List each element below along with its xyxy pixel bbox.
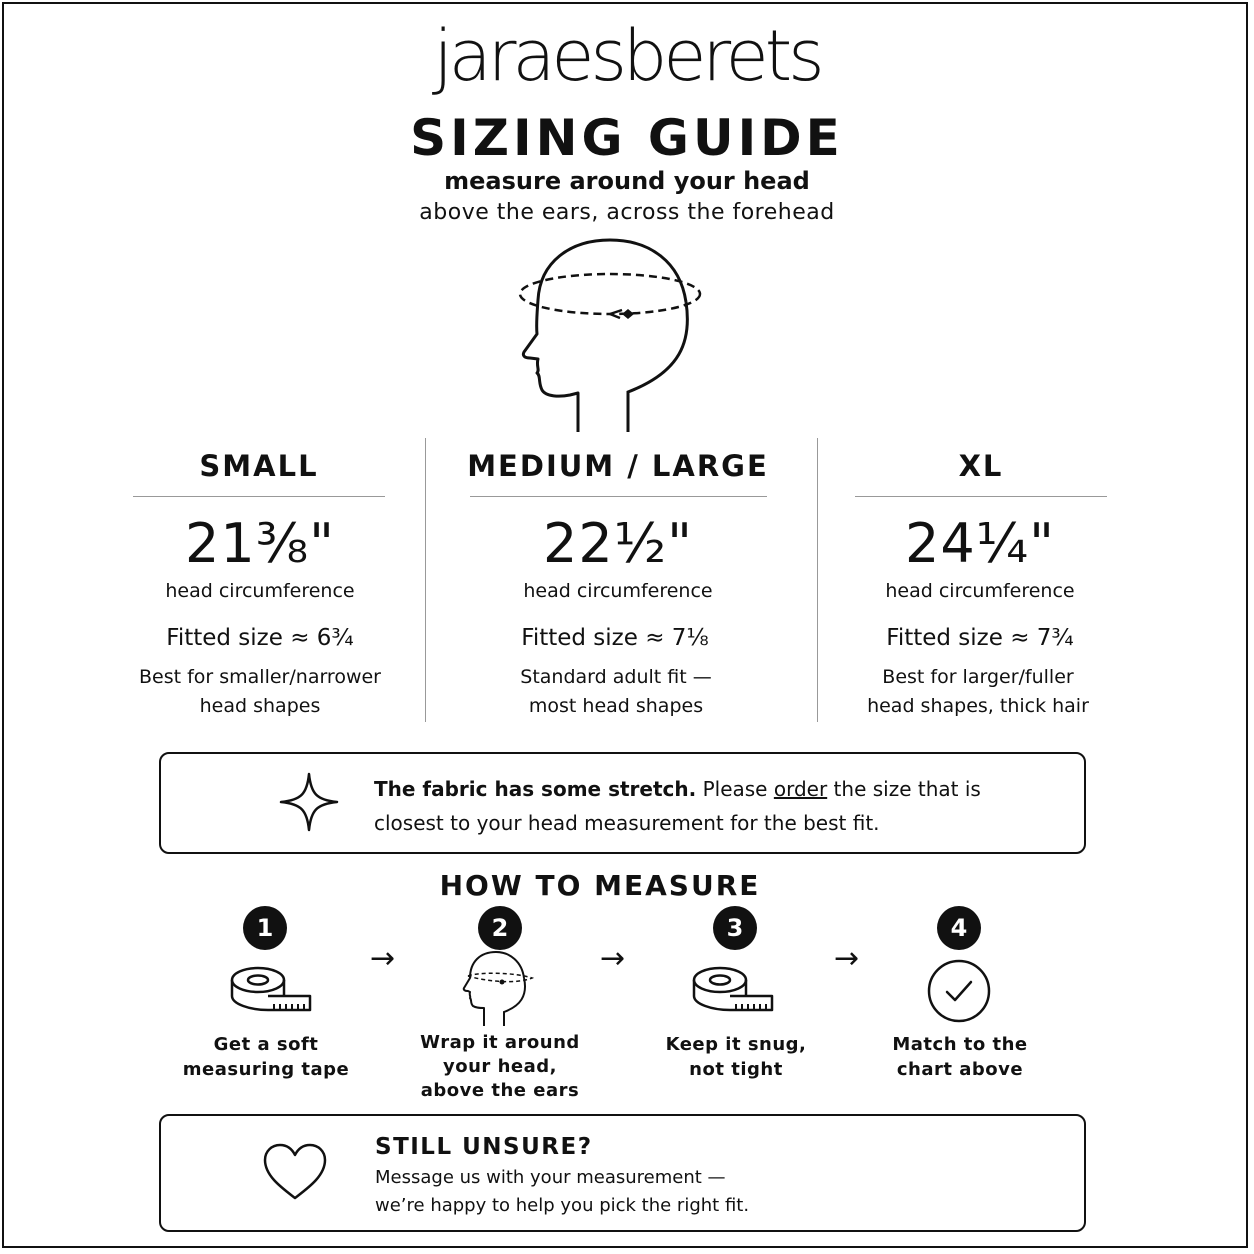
step-number-4: 4 (937, 906, 981, 950)
size-desc-xl-2: head shapes, thick hair (867, 695, 1089, 717)
measuring-tape-icon (228, 962, 314, 1012)
size-name-medium-large: MEDIUM / LARGE (467, 449, 769, 483)
sparkle-icon (279, 772, 339, 832)
size-desc-small-2: head shapes (199, 695, 321, 717)
size-divider-small (133, 496, 385, 497)
heart-icon (262, 1142, 328, 1202)
still-unsure-title: STILL UNSURE? (375, 1134, 593, 1160)
head-measure-icon (510, 232, 710, 432)
stretch-note-line2: closest to your head measurement for the best fit. (374, 811, 880, 835)
size-name-xl: XL (958, 449, 1004, 483)
step-number-1: 1 (243, 906, 287, 950)
page-title: SIZING GUIDE (410, 109, 844, 167)
measuring-tape-icon (690, 962, 776, 1012)
circumference-label-xl: head circumference (885, 580, 1075, 602)
circumference-label-medium-large: head circumference (523, 580, 713, 602)
step-label-2-line1: Wrap it around (420, 1032, 580, 1053)
column-divider (817, 438, 818, 722)
stretch-note-post-link: the size that is (827, 777, 981, 801)
size-name-small: SMALL (199, 449, 319, 483)
circumference-medium-large: 22½" (543, 512, 693, 575)
circumference-xl: 24¼" (905, 512, 1055, 575)
check-circle-icon (926, 958, 992, 1024)
size-desc-small-1: Best for smaller/narrower (138, 666, 381, 688)
step-label-2-line2: your head, (443, 1056, 557, 1077)
size-desc-medium-large-2: most head shapes (528, 695, 704, 717)
order-link[interactable]: order (773, 777, 828, 801)
fitted-size-xl: Fitted size ≈ 7¾ (886, 625, 1074, 651)
size-divider-xl (855, 496, 1107, 497)
fitted-size-medium-large: Fitted size ≈ 7⅛ (521, 625, 709, 651)
still-unsure-line1: Message us with your measurement — (375, 1167, 726, 1188)
step-label-1-line1: Get a soft (213, 1034, 319, 1055)
step-label-3-line1: Keep it snug, (665, 1034, 807, 1055)
step-label-4-line2: chart above (896, 1059, 1024, 1080)
step-label-1-line2: measuring tape (182, 1059, 350, 1080)
page-subsubtitle: above the ears, across the forehead (419, 200, 835, 225)
step-label-3-line2: not tight (689, 1059, 783, 1080)
stretch-note-line1 (374, 773, 1054, 806)
size-desc-xl-1: Best for larger/fuller (882, 666, 1074, 688)
circumference-small: 21⅜" (185, 512, 335, 575)
step-number-2: 2 (478, 906, 522, 950)
stretch-note-bold: The fabric has some stretch. (374, 777, 697, 801)
column-divider (425, 438, 426, 722)
step-number-3: 3 (713, 906, 757, 950)
circumference-label-small: head circumference (165, 580, 355, 602)
page-subtitle: measure around your head (444, 167, 810, 195)
size-desc-medium-large-1: Standard adult fit — (520, 666, 712, 688)
right-arrow-icon: → (600, 941, 626, 976)
right-arrow-icon: → (370, 941, 396, 976)
how-to-title: HOW TO MEASURE (439, 869, 761, 902)
right-arrow-icon: → (834, 941, 860, 976)
stretch-note-pre-link: Please (696, 777, 774, 801)
step-label-4-line1: Match to the (892, 1034, 1028, 1055)
step-label-2-line3: above the ears (420, 1080, 580, 1101)
size-divider-medium-large (470, 496, 767, 497)
head-measure-small-icon (458, 948, 538, 1026)
still-unsure-line2: we’re happy to help you pick the right fit. (375, 1195, 750, 1216)
brand-logo: jaraesberets (433, 15, 821, 97)
fitted-size-small: Fitted size ≈ 6¾ (166, 625, 354, 651)
